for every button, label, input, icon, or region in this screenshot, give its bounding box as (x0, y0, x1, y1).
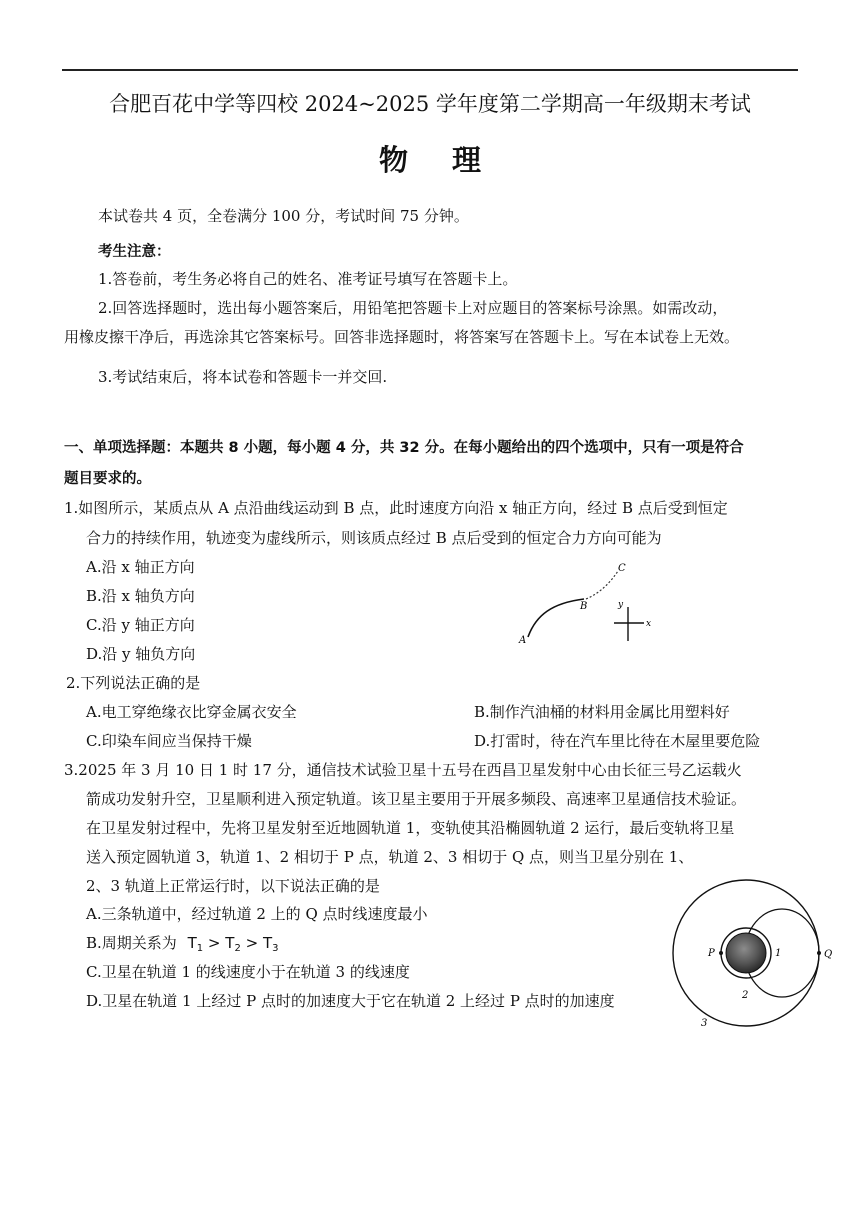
question-2-option-b: B.制作汽油桶的材料用金属比用塑料好 (474, 703, 730, 721)
header-rule (62, 69, 798, 71)
note-item: 用橡皮擦干净后，再选涂其它答案标号。回答非选择题时，将答案写在答题卡上。写在本试卷上无效。 (64, 328, 740, 346)
question-2-option-d: D.打雷时，待在汽车里比待在木屋里要危险 (474, 732, 761, 750)
point-b-label: B (580, 601, 588, 612)
point-q-label: Q (824, 949, 833, 960)
question-2-option-c: C.印染车间应当保持干燥 (86, 732, 252, 750)
question-3-stem-cont: 2、3 轨道上正常运行时，以下说法正确的是 (86, 877, 380, 895)
question-2-stem: 2.下列说法正确的是 (66, 674, 201, 692)
option-b-prefix: B.周期关系为 (86, 934, 177, 952)
x-axis-label: x (646, 619, 652, 629)
point-p (719, 951, 723, 955)
solid-trajectory (528, 599, 584, 637)
point-q (817, 951, 821, 955)
question-3-stem-cont: 送入预定圆轨道 3，轨道 1、2 相切于 P 点，轨道 2、3 相切于 Q 点，则当卫星分别在 1、 (86, 848, 694, 866)
trajectory-figure (510, 555, 660, 655)
question-1-option-c: C.沿 y 轴正方向 (86, 616, 195, 634)
y-axis-label: y (618, 600, 624, 610)
question-1-option-a: A.沿 x 轴正方向 (86, 558, 195, 576)
orbit-2-label: 2 (742, 990, 749, 1001)
question-1-option-b: B.沿 x 轴负方向 (86, 587, 195, 605)
section-heading: 一、单项选择题：本题共 8 小题，每小题 4 分，共 32 分。在每小题给出的四个选项中，只有一项是符合 (64, 440, 744, 456)
orbit-1-label: 1 (775, 948, 782, 959)
question-2-option-a: A.电工穿绝缘衣比穿金属衣安全 (86, 703, 297, 721)
question-3-option-b (86, 932, 279, 954)
question-3-option-c: C.卫星在轨道 1 的线速度小于在轨道 3 的线速度 (86, 963, 410, 981)
point-c-label: C (618, 563, 626, 574)
question-3-stem: 3.2025 年 3 月 10 日 1 时 17 分，通信技术试验卫星十五号在西昌卫星发射中心由长征三号乙运载火 (64, 761, 742, 779)
earth (726, 933, 766, 973)
note-item: 3.考试结束后，将本试卷和答题卡一并交回. (98, 368, 388, 386)
question-1-option-d: D.沿 y 轴负方向 (86, 645, 196, 663)
period-relation: $T_1 > T_2 > T_3$ (187, 934, 279, 954)
exam-title: 合肥百花中学等四校 2024~2025 学年度第二学期高一年级期末考试 (109, 92, 751, 116)
question-3-stem-cont: 在卫星发射过程中，先将卫星发射至近地圆轨道 1，变轨使其沿椭圆轨道 2 运行，最后变轨将卫星 (86, 819, 735, 837)
exam-intro: 本试卷共 4 页，全卷满分 100 分，考试时间 75 分钟。 (98, 207, 469, 225)
point-a-label: A (519, 635, 527, 646)
note-item: 1.答卷前，考生务必将自己的姓名、准考证号填写在答题卡上。 (98, 270, 518, 288)
orbit-3-label: 3 (701, 1018, 708, 1029)
subject-title: 物理 (378, 143, 525, 177)
orbit-figure (664, 876, 844, 1032)
question-3-option-d: D.卫星在轨道 1 上经过 P 点时的加速度大于它在轨道 2 上经过 P 点时的加速度 (86, 992, 615, 1010)
dashed-trajectory (586, 571, 618, 599)
question-1-stem: 1.如图所示，某质点从 A 点沿曲线运动到 B 点，此时速度方向沿 x 轴正方向，经过 B 点后受到恒定 (64, 499, 728, 517)
section-heading-cont: 题目要求的。 (64, 471, 151, 487)
question-3-option-a: A.三条轨道中，经过轨道 2 上的 Q 点时线速度最小 (86, 905, 428, 923)
note-item: 2.回答选择题时，选出每小题答案后，用铅笔把答题卡上对应题目的答案标号涂黑。如需改动， (98, 299, 728, 317)
question-3-stem-cont: 箭成功发射升空，卫星顺利进入预定轨道。该卫星主要用于开展多频段、高速率卫星通信技术验证。 (86, 790, 747, 808)
point-p-label: P (708, 948, 715, 959)
question-1-stem-cont: 合力的持续作用，轨迹变为虚线所示，则该质点经过 B 点后受到的恒定合力方向可能为 (86, 529, 662, 547)
notes-heading: 考生注意： (98, 244, 171, 260)
